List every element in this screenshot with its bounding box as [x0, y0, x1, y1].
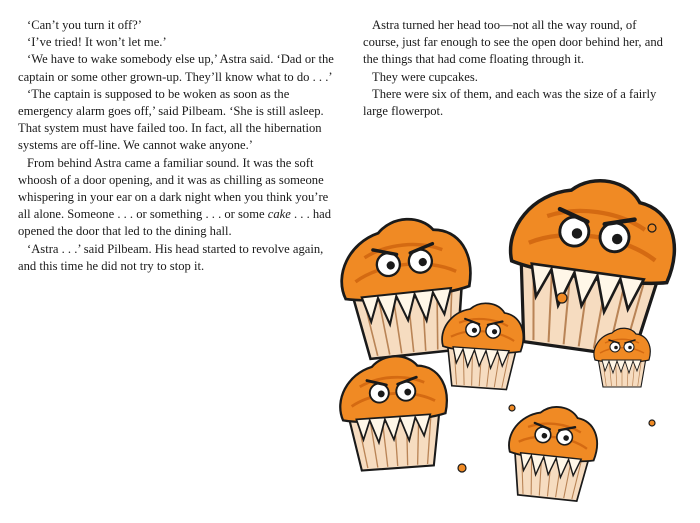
paragraph: There were six of them, and each was the size of a fairly large flowerpot.: [363, 86, 657, 119]
frosting-drop: [649, 420, 655, 426]
paragraph: ‘We have to wake somebody else up,’ Astra said. ‘Dad or the captain or some other grown-up. They’ll know what to do . . .’: [18, 52, 334, 84]
paragraph: They were cupcakes.: [372, 69, 478, 84]
paragraph: [18, 155, 336, 241]
cupcake-big-topright: [498, 169, 683, 361]
frosting-drop: [458, 464, 466, 472]
cupcake-bottomleft: [337, 353, 451, 472]
frosting-drop: [509, 405, 515, 411]
paragraph: ‘The captain is supposed to be woken as soon as the emergency alarm goes off,’ said Pilbeam. ‘She is still asleep. That system must have failed too. In fact, all the hibernation systems are off-line. We cannot wake anyone.’: [18, 86, 324, 153]
frosting-drop: [557, 293, 567, 303]
right-page-text: [363, 17, 663, 120]
cupcake-bottomright: [504, 402, 601, 502]
monster-cupcakes-illustration: [322, 168, 692, 520]
frosting-drop: [648, 224, 656, 232]
paragraph: Astra turned her head too—not all the way round, of course, just far enough to see the open door behind her, and the things that had come floating through it.: [363, 18, 663, 67]
paragraph: ‘I’ve tried! It won’t let me.’: [27, 35, 167, 50]
paragraph: ‘Can’t you turn it off?’: [27, 18, 142, 32]
left-page-text: [18, 17, 336, 275]
paragraph-text: . . . had opened the door that led to the dining hall.: [18, 207, 332, 239]
paragraph-text: From behind Astra came a familiar sound. It was the soft whoosh of a door opening, and it was as chilling as someone whispering in your ear on a dark night when you think you’re all alone. Someone . . . or something . . . or some: [18, 155, 329, 222]
emphasized-word: cake: [267, 207, 291, 222]
paragraph: ‘Astra . . .’ said Pilbeam. His head started to revolve again, and this time he did not try to stop it.: [18, 241, 324, 273]
cupcake-small-right: [594, 328, 650, 387]
